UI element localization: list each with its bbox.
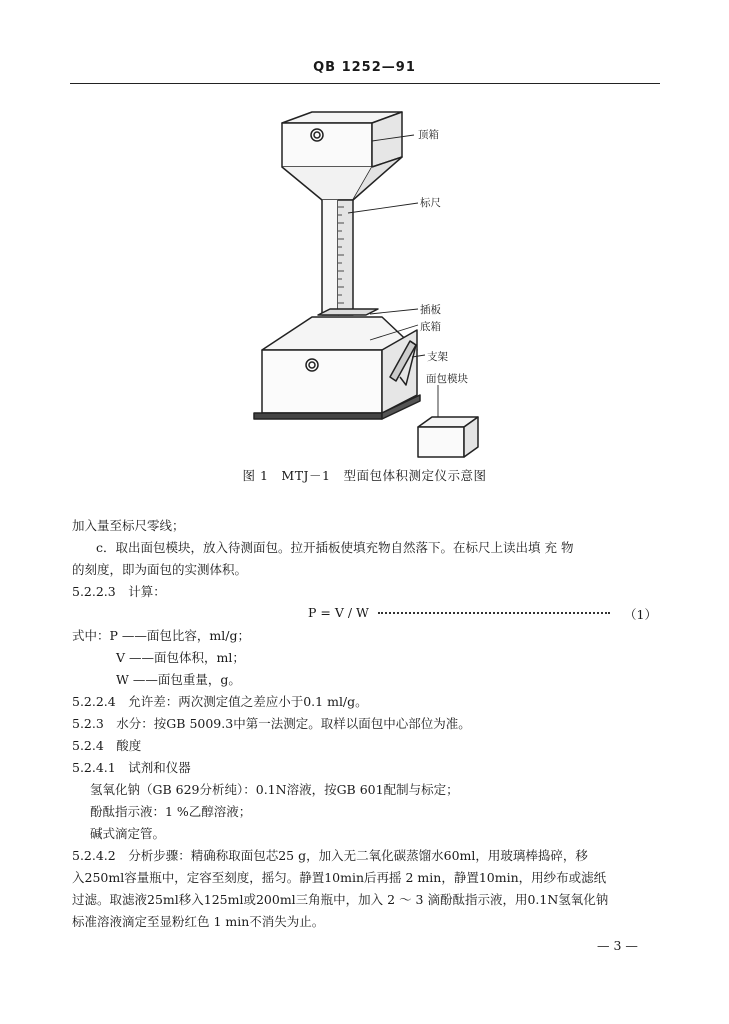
apparatus-drawing (220, 95, 520, 460)
figure-caption: 图 1 MTJ－1 型面包体积测定仪示意图 (242, 468, 487, 483)
section-5-2-4-1: 5.2.4.1 试剂和仪器 (72, 760, 191, 775)
section-5-2-4-2: 5.2.4.2 分析步骤：精确称取面包芯25 g，加入无二氧化碳蒸馏水60ml，用玻璃棒捣碎，移 (72, 848, 588, 863)
label-scale: 标尺 (420, 197, 441, 209)
section-5-2-2-4: 5.2.2.4 允许差：两次测定值之差应小于0.1 ml/g。 (72, 694, 368, 709)
slide-plate-shape (318, 309, 378, 315)
section-5-2-2-3: 5.2.2.3 计算： (72, 584, 166, 599)
section-5-2-4: 5.2.4 酸度 (72, 738, 142, 753)
text-line-3: 的刻度，即为面包的实测体积。 (72, 562, 248, 577)
header-rule (70, 83, 660, 84)
platform-shape (254, 413, 382, 419)
where-v: V ——面包体积，ml； (116, 650, 245, 665)
label-stand: 支架 (427, 351, 448, 363)
scale-column (322, 200, 338, 315)
apparatus-figure (220, 95, 520, 460)
text-line-2: c．取出面包模块，放入待测面包。拉开插板使填充物自然落下。在标尺上读出填 充 物 (96, 540, 574, 555)
reagent-burette: 碱式滴定管。 (90, 826, 166, 841)
procedure-line-3: 过滤。取滤液25ml移入125ml或200ml三角瓶中，加入 2 ～ 3 滴酚酞指示液，用0.1N氢氧化钠 (72, 892, 609, 907)
formula-expression: P = V / W (308, 605, 369, 620)
formula-number: （1） (624, 607, 657, 622)
procedure-line-2: 入250ml容量瓶中，定容至刻度，摇匀。静置10min后再摇 2 min，静置10min，用纱布或滤纸 (72, 870, 607, 885)
reagent-phenolphthalein: 酚酞指示液：1 %乙醇溶液； (90, 804, 252, 819)
section-5-2-3: 5.2.3 水分：按GB 5009.3中第一法测定。取样以面包中心部位为准。 (72, 716, 471, 731)
label-bread-model: 面包模块 (426, 373, 468, 385)
where-p: 式中：P ——面包比容，ml/g； (72, 628, 250, 643)
text-line-1: 加入量至标尺零线； (72, 518, 185, 533)
standard-code-header: QB 1252—91 (313, 60, 416, 75)
page-number: — 3 — (597, 938, 638, 953)
where-w: W ——面包重量，g。 (116, 672, 241, 687)
formula-leader-dots (378, 602, 610, 614)
reagent-naoh: 氢氧化钠（GB 629分析纯）：0.1N溶液，按GB 601配制与标定； (90, 782, 459, 797)
procedure-line-4: 标准溶液滴定至显粉红色 1 min不消失为止。 (72, 914, 325, 929)
label-top-box: 顶箱 (418, 129, 439, 141)
label-base-box: 底箱 (420, 321, 441, 333)
label-slide-plate: 插板 (420, 304, 441, 316)
